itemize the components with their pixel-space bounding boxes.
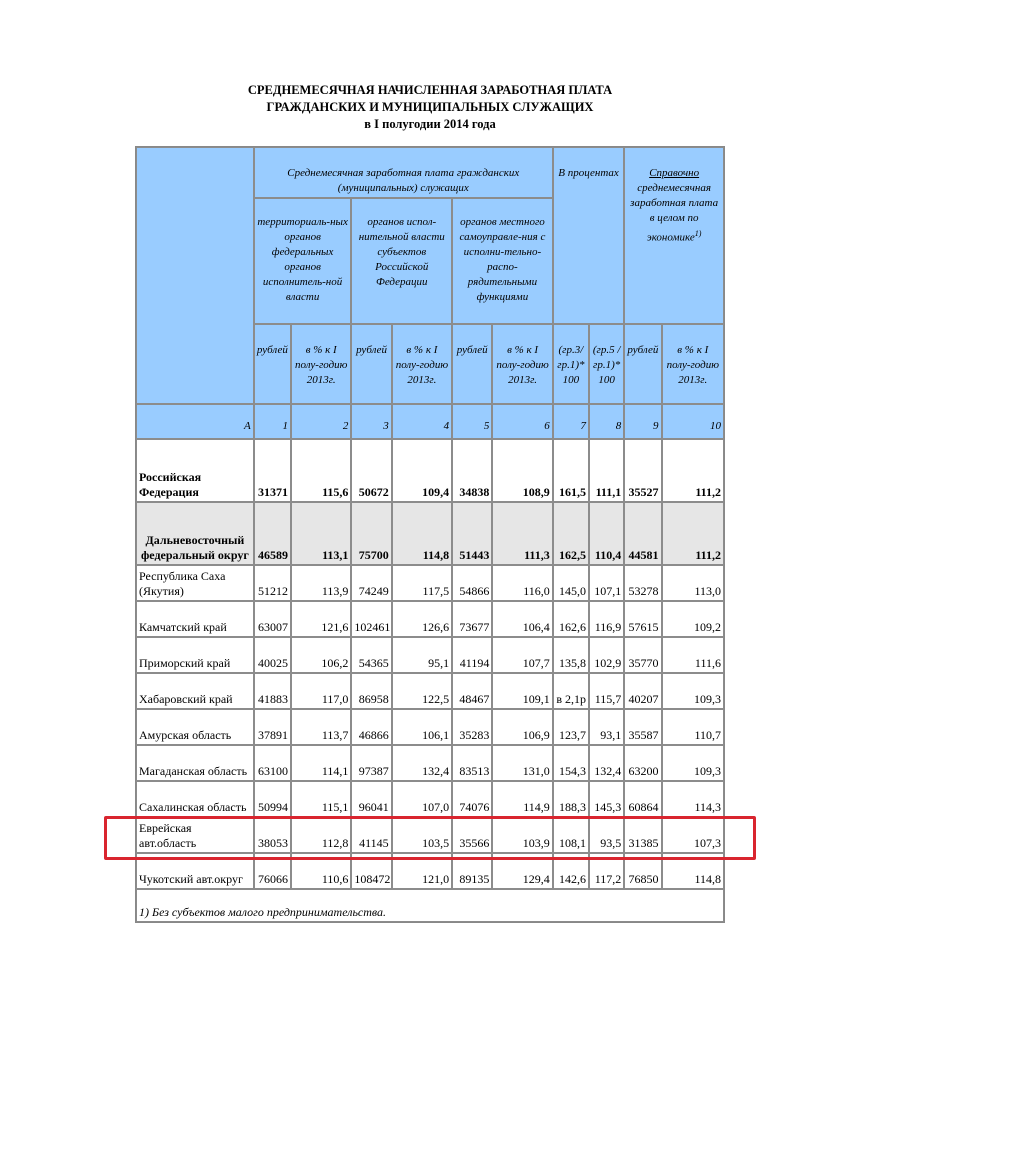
cell: 107,3 [662,817,724,853]
cell: 93,1 [589,709,624,745]
cell: 107,1 [589,565,624,601]
cell: 46866 [351,709,391,745]
header-group-main: Среднемесячная заработная плата гражданских (муниципальных) служащих [254,147,553,198]
cell: 115,7 [589,673,624,709]
cell: 111,2 [662,502,724,565]
col-number: 9 [624,404,661,439]
cell: 154,3 [553,745,589,781]
cell: 107,0 [392,781,452,817]
cell: 108,9 [492,439,552,502]
cell: 113,0 [662,565,724,601]
cell: 161,5 [553,439,589,502]
cell: 114,8 [662,853,724,889]
row-name: Чукотский авт.округ [136,853,254,889]
cell: 111,2 [662,439,724,502]
row-name: Приморский край [136,637,254,673]
cell: 117,0 [291,673,351,709]
header-sub-local: органов местного самоуправле-ния с исполни-тельно-распо-рядительными функциями [452,198,553,324]
cell: 106,9 [492,709,552,745]
cell: 86958 [351,673,391,709]
table-row [136,601,724,637]
cell: 110,4 [589,502,624,565]
title-line-3: в I полугодии 2014 года [364,117,496,131]
cell: 103,9 [492,817,552,853]
table-row [136,673,724,709]
cell: 113,1 [291,502,351,565]
cell: 111,6 [662,637,724,673]
cell: 48467 [452,673,492,709]
table-row [136,853,724,889]
cell: 106,1 [392,709,452,745]
header-sub-federal: территориаль-ных органов федеральных органов исполнитель-ной власти [254,198,352,324]
cell: 63200 [624,745,661,781]
unit-pct-4: в % к I полу-годию 2013г. [392,324,452,404]
cell: 89135 [452,853,492,889]
cell: 109,3 [662,745,724,781]
row-name: Республика Саха (Якутия) [136,565,254,601]
row-name: Амурская область [136,709,254,745]
cell: 111,1 [589,439,624,502]
cell: 121,6 [291,601,351,637]
cell: 114,3 [662,781,724,817]
cell: 54866 [452,565,492,601]
cell: 145,3 [589,781,624,817]
cell: 63100 [254,745,291,781]
cell: 145,0 [553,565,589,601]
cell: 51212 [254,565,291,601]
cell: 116,0 [492,565,552,601]
unit-rub-1: рублей [254,324,291,404]
col-number: 5 [452,404,492,439]
row-name: Российская Федерация [136,439,254,502]
cell: 114,1 [291,745,351,781]
cell: 132,4 [589,745,624,781]
cell: 41194 [452,637,492,673]
cell: 126,6 [392,601,452,637]
cell: 35587 [624,709,661,745]
footnote: 1) Без субъектов малого предпринимательства. [136,889,724,922]
cell: 46589 [254,502,291,565]
cell: 41883 [254,673,291,709]
cell: 129,4 [492,853,552,889]
cell: 57615 [624,601,661,637]
cell: 93,5 [589,817,624,853]
row-name: Хабаровский край [136,673,254,709]
cell: 73677 [452,601,492,637]
table-row [136,745,724,781]
cell: 74249 [351,565,391,601]
cell: 95,1 [392,637,452,673]
table-row [136,781,724,817]
cell: 109,2 [662,601,724,637]
reference-footnote-mark: 1) [694,229,702,238]
cell: 106,4 [492,601,552,637]
col-number: 10 [662,404,724,439]
cell: 76850 [624,853,661,889]
col-number: 7 [553,404,589,439]
cell: 75700 [351,502,391,565]
cell: 35527 [624,439,661,502]
cell: 35283 [452,709,492,745]
title-line-2: ГРАЖДАНСКИХ И МУНИЦИПАЛЬНЫХ СЛУЖАЩИХ [266,100,594,114]
row-name: Камчатский край [136,601,254,637]
cell: 54365 [351,637,391,673]
col-number: 1 [254,404,291,439]
unit-pct-2: в % к I полу-годию 2013г. [291,324,351,404]
cell: 123,7 [553,709,589,745]
cell: 116,9 [589,601,624,637]
cell: 188,3 [553,781,589,817]
cell: 117,5 [392,565,452,601]
cell: 113,9 [291,565,351,601]
cell: 162,6 [553,601,589,637]
cell: 111,3 [492,502,552,565]
header-group-reference [624,147,724,324]
cell: 107,7 [492,637,552,673]
cell: 112,8 [291,817,351,853]
header-group-percent: В процентах [553,147,624,324]
cell: 110,7 [662,709,724,745]
cell: 115,1 [291,781,351,817]
table-row [136,439,724,502]
cell: 102,9 [589,637,624,673]
table-row-highlighted [136,817,724,853]
cell: 131,0 [492,745,552,781]
cell: 31385 [624,817,661,853]
cell: 121,0 [392,853,452,889]
cell: 108,1 [553,817,589,853]
cell: 103,5 [392,817,452,853]
cell: 60864 [624,781,661,817]
cell: 96041 [351,781,391,817]
unit-pct-10: в % к I полу-годию 2013г. [662,324,724,404]
cell: 44581 [624,502,661,565]
unit-ratio-8: (гр.5 / гр.1)* 100 [589,324,624,404]
cell: 142,6 [553,853,589,889]
col-number: 2 [291,404,351,439]
unit-pct-6: в % к I полу-годию 2013г. [492,324,552,404]
cell: 102461 [351,601,391,637]
cell: 110,6 [291,853,351,889]
cell: 97387 [351,745,391,781]
col-number: 3 [351,404,391,439]
row-name: Еврейская авт.область [136,817,254,853]
header-sub-regional: органов испол-нительной власти субъектов Российской Федерации [351,198,452,324]
cell: 50672 [351,439,391,502]
cell: 122,5 [392,673,452,709]
cell: 106,2 [291,637,351,673]
unit-ratio-7: (гр.3/ гр.1)* 100 [553,324,589,404]
title-line-1: СРЕДНЕМЕСЯЧНАЯ НАЧИСЛЕННАЯ ЗАРАБОТНАЯ ПЛАТА [247,83,613,97]
cell: 74076 [452,781,492,817]
cell: 51443 [452,502,492,565]
cell: 53278 [624,565,661,601]
document-title [136,82,724,133]
header-empty-cell [136,147,254,404]
row-name: Магаданская область [136,745,254,781]
cell: 114,9 [492,781,552,817]
cell: 76066 [254,853,291,889]
salary-table [135,146,725,923]
cell: 109,3 [662,673,724,709]
table-row [136,709,724,745]
cell: 115,6 [291,439,351,502]
table-row [136,565,724,601]
table-row [136,502,724,565]
reference-text: среднемесячная заработная плата в целом по экономике [630,182,719,244]
cell: 83513 [452,745,492,781]
cell: 40207 [624,673,661,709]
cell: 31371 [254,439,291,502]
cell: 63007 [254,601,291,637]
cell: 132,4 [392,745,452,781]
row-name: Дальневосточный федеральный округ [136,502,254,565]
cell: 35770 [624,637,661,673]
cell: 41145 [351,817,391,853]
reference-link: Справочно [649,167,700,179]
row-name: Сахалинская область [136,781,254,817]
col-number: 4 [392,404,452,439]
cell: 34838 [452,439,492,502]
cell: 38053 [254,817,291,853]
cell: 108472 [351,853,391,889]
cell: 117,2 [589,853,624,889]
unit-rub-9: рублей [624,324,661,404]
cell: 37891 [254,709,291,745]
cell: 40025 [254,637,291,673]
table-row [136,637,724,673]
col-number: 8 [589,404,624,439]
col-letter-a: А [136,404,254,439]
cell: 50994 [254,781,291,817]
col-number: 6 [492,404,552,439]
cell: 135,8 [553,637,589,673]
cell: 109,1 [492,673,552,709]
cell: 162,5 [553,502,589,565]
unit-rub-5: рублей [452,324,492,404]
cell: 114,8 [392,502,452,565]
cell: в 2,1р [553,673,589,709]
unit-rub-3: рублей [351,324,391,404]
cell: 113,7 [291,709,351,745]
cell: 35566 [452,817,492,853]
cell: 109,4 [392,439,452,502]
